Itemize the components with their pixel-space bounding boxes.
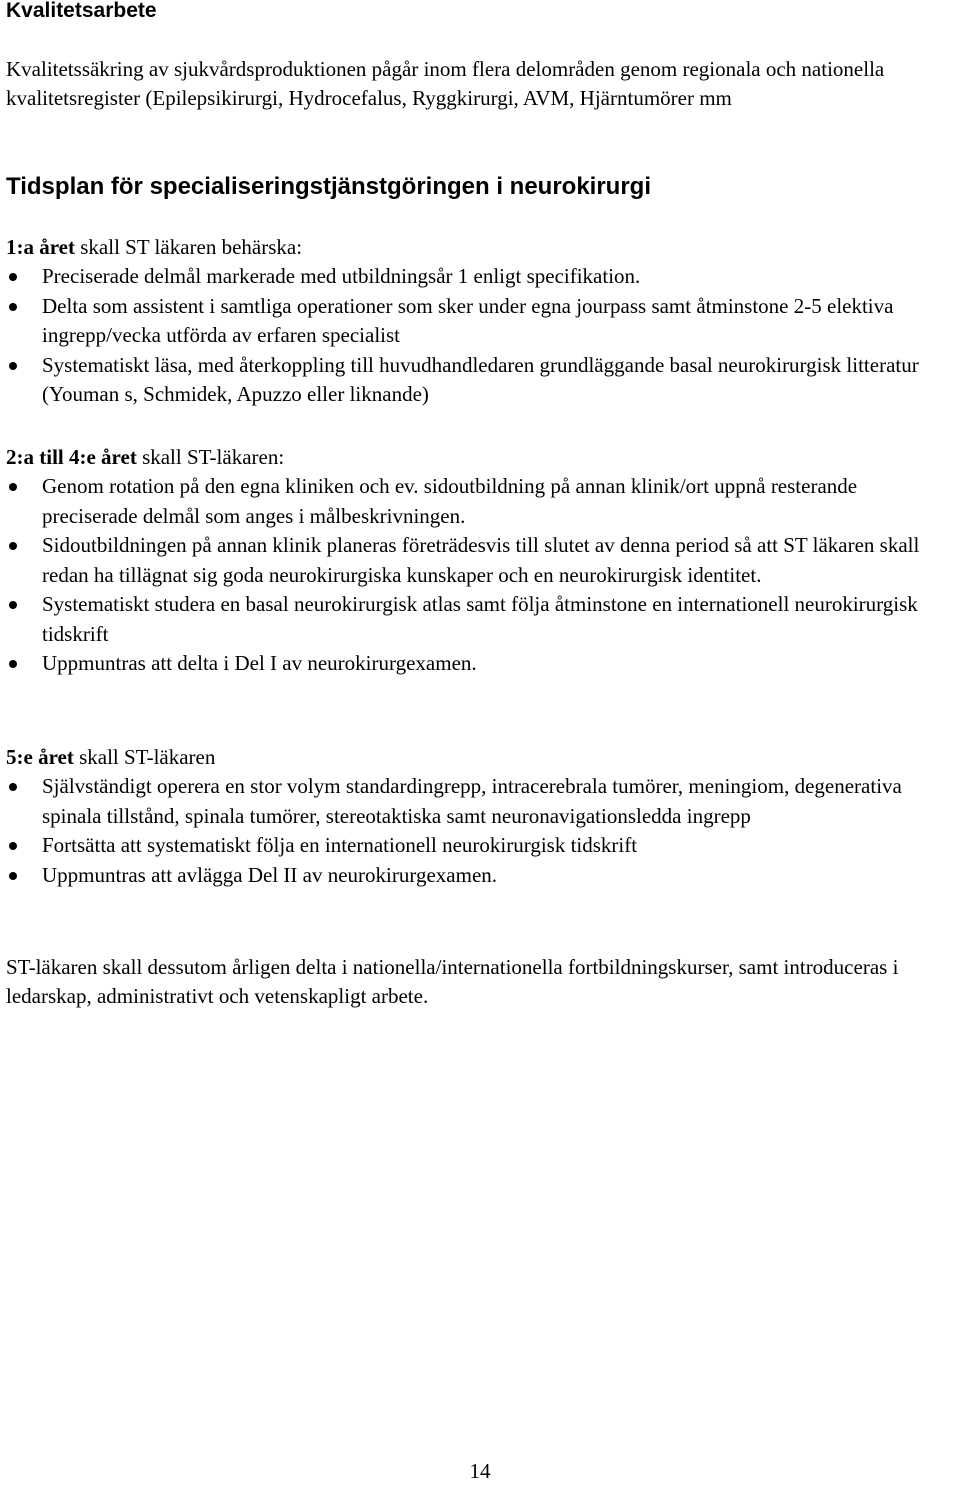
year2to4-heading-rest: skall ST-läkaren: xyxy=(136,445,285,469)
list-item-text: Genom rotation på den egna kliniken och ev. sidoutbildning på annan klinik/ort uppnå resterande preciserade delmål som anges i målbeskrivningen. xyxy=(42,474,858,528)
bullet-icon xyxy=(9,783,17,791)
bullet-icon xyxy=(9,872,17,880)
list-item xyxy=(6,590,956,649)
list-item-text: Sidoutbildningen på annan klinik planeras företrädesvis till slutet av denna period så att ST läkaren skall redan ha tillägnat sig goda neurokirurgiska kunskaper och en neurokirurgisk identitet. xyxy=(42,533,920,587)
list-item xyxy=(6,472,956,531)
year2to4-heading xyxy=(6,443,956,472)
list-item xyxy=(6,351,956,410)
list-item-text: Självständigt operera en stor volym standardingrepp, intracerebrala tumörer, meningiom, degenerativa spinala tillstånd, spinala tumörer, stereotaktiska samt neuronavigationsledda ingrepp xyxy=(42,774,902,828)
list-item xyxy=(6,861,956,891)
list-item xyxy=(6,262,956,292)
year5-heading-bold: 5:e året xyxy=(6,745,74,769)
page-number: 14 xyxy=(469,1459,491,1483)
list-item-text: Systematiskt läsa, med återkoppling till huvudhandledaren grundläggande basal neurokirurgisk litteratur (Youman s, Schmidek, Apuzzo eller liknande) xyxy=(42,352,919,406)
bullet-icon xyxy=(9,842,17,850)
bullet-icon xyxy=(9,483,17,491)
year5-list xyxy=(6,772,956,890)
list-item-text: Fortsätta att systematiskt följa en internationell neurokirurgisk tidskrift xyxy=(42,833,638,857)
bullet-icon xyxy=(9,542,17,550)
bullet-icon xyxy=(9,601,17,609)
list-item-text: Uppmuntras att avlägga Del II av neurokirurgexamen. xyxy=(42,862,498,887)
year5-section xyxy=(6,743,956,890)
list-item-text: Delta som assistent i samtliga operationer som sker under egna jourpass samt åtminstone 2-5 elektiva ingrepp/vecka utförda av erfaren specialist xyxy=(42,293,894,347)
year1-heading-bold: 1:a året xyxy=(6,235,75,259)
list-item xyxy=(6,531,956,590)
list-item xyxy=(6,831,956,861)
list-item-text: Systematiskt studera en basal neurokirurgisk atlas samt följa åtminstone en internationell neurokirurgisk tidskrift xyxy=(42,592,918,646)
bullet-icon xyxy=(9,273,17,281)
list-item xyxy=(6,772,956,831)
list-item xyxy=(6,649,956,679)
list-item xyxy=(6,292,956,351)
bullet-icon xyxy=(9,362,17,370)
year1-heading xyxy=(6,233,956,262)
bullet-icon xyxy=(9,660,17,668)
year1-section xyxy=(6,233,956,410)
schedule-title: Tidsplan för specialiseringstjänstgöringen i neurokirurgi xyxy=(6,173,652,200)
year2to4-list xyxy=(6,472,956,679)
closing-paragraph: ST-läkaren skall dessutom årligen delta i nationella/internationella fortbildningskurser, samt introduceras i ledarskap, administrativt och vetenskapligt arbete. xyxy=(6,955,899,1008)
intro-block xyxy=(6,55,956,113)
list-item-text: Preciserade delmål markerade med utbildningsår 1 enligt specifikation. xyxy=(42,264,641,288)
year5-heading xyxy=(6,743,956,772)
closing-block xyxy=(6,953,956,1011)
bullet-icon xyxy=(9,303,17,311)
year1-heading-rest: skall ST läkaren behärska: xyxy=(75,235,303,259)
year5-heading-rest: skall ST-läkaren xyxy=(73,745,216,769)
intro-paragraph: Kvalitetssäkring av sjukvårdsproduktionen pågår inom flera delområden genom regionala och nationella kvalitetsregister (Epilepsikirurgi, Hydrocefalus, Ryggkirurgi, AVM, Hjärntumörer mm xyxy=(6,57,885,110)
schedule-title-block xyxy=(6,172,956,202)
section-heading: Kvalitetsarbete xyxy=(6,0,157,22)
year2to4-section xyxy=(6,443,956,679)
year2to4-heading-bold: 2:a till 4:e året xyxy=(6,445,137,469)
year1-list xyxy=(6,262,956,410)
list-item-text: Uppmuntras att delta i Del I av neurokirurgexamen. xyxy=(42,651,477,675)
